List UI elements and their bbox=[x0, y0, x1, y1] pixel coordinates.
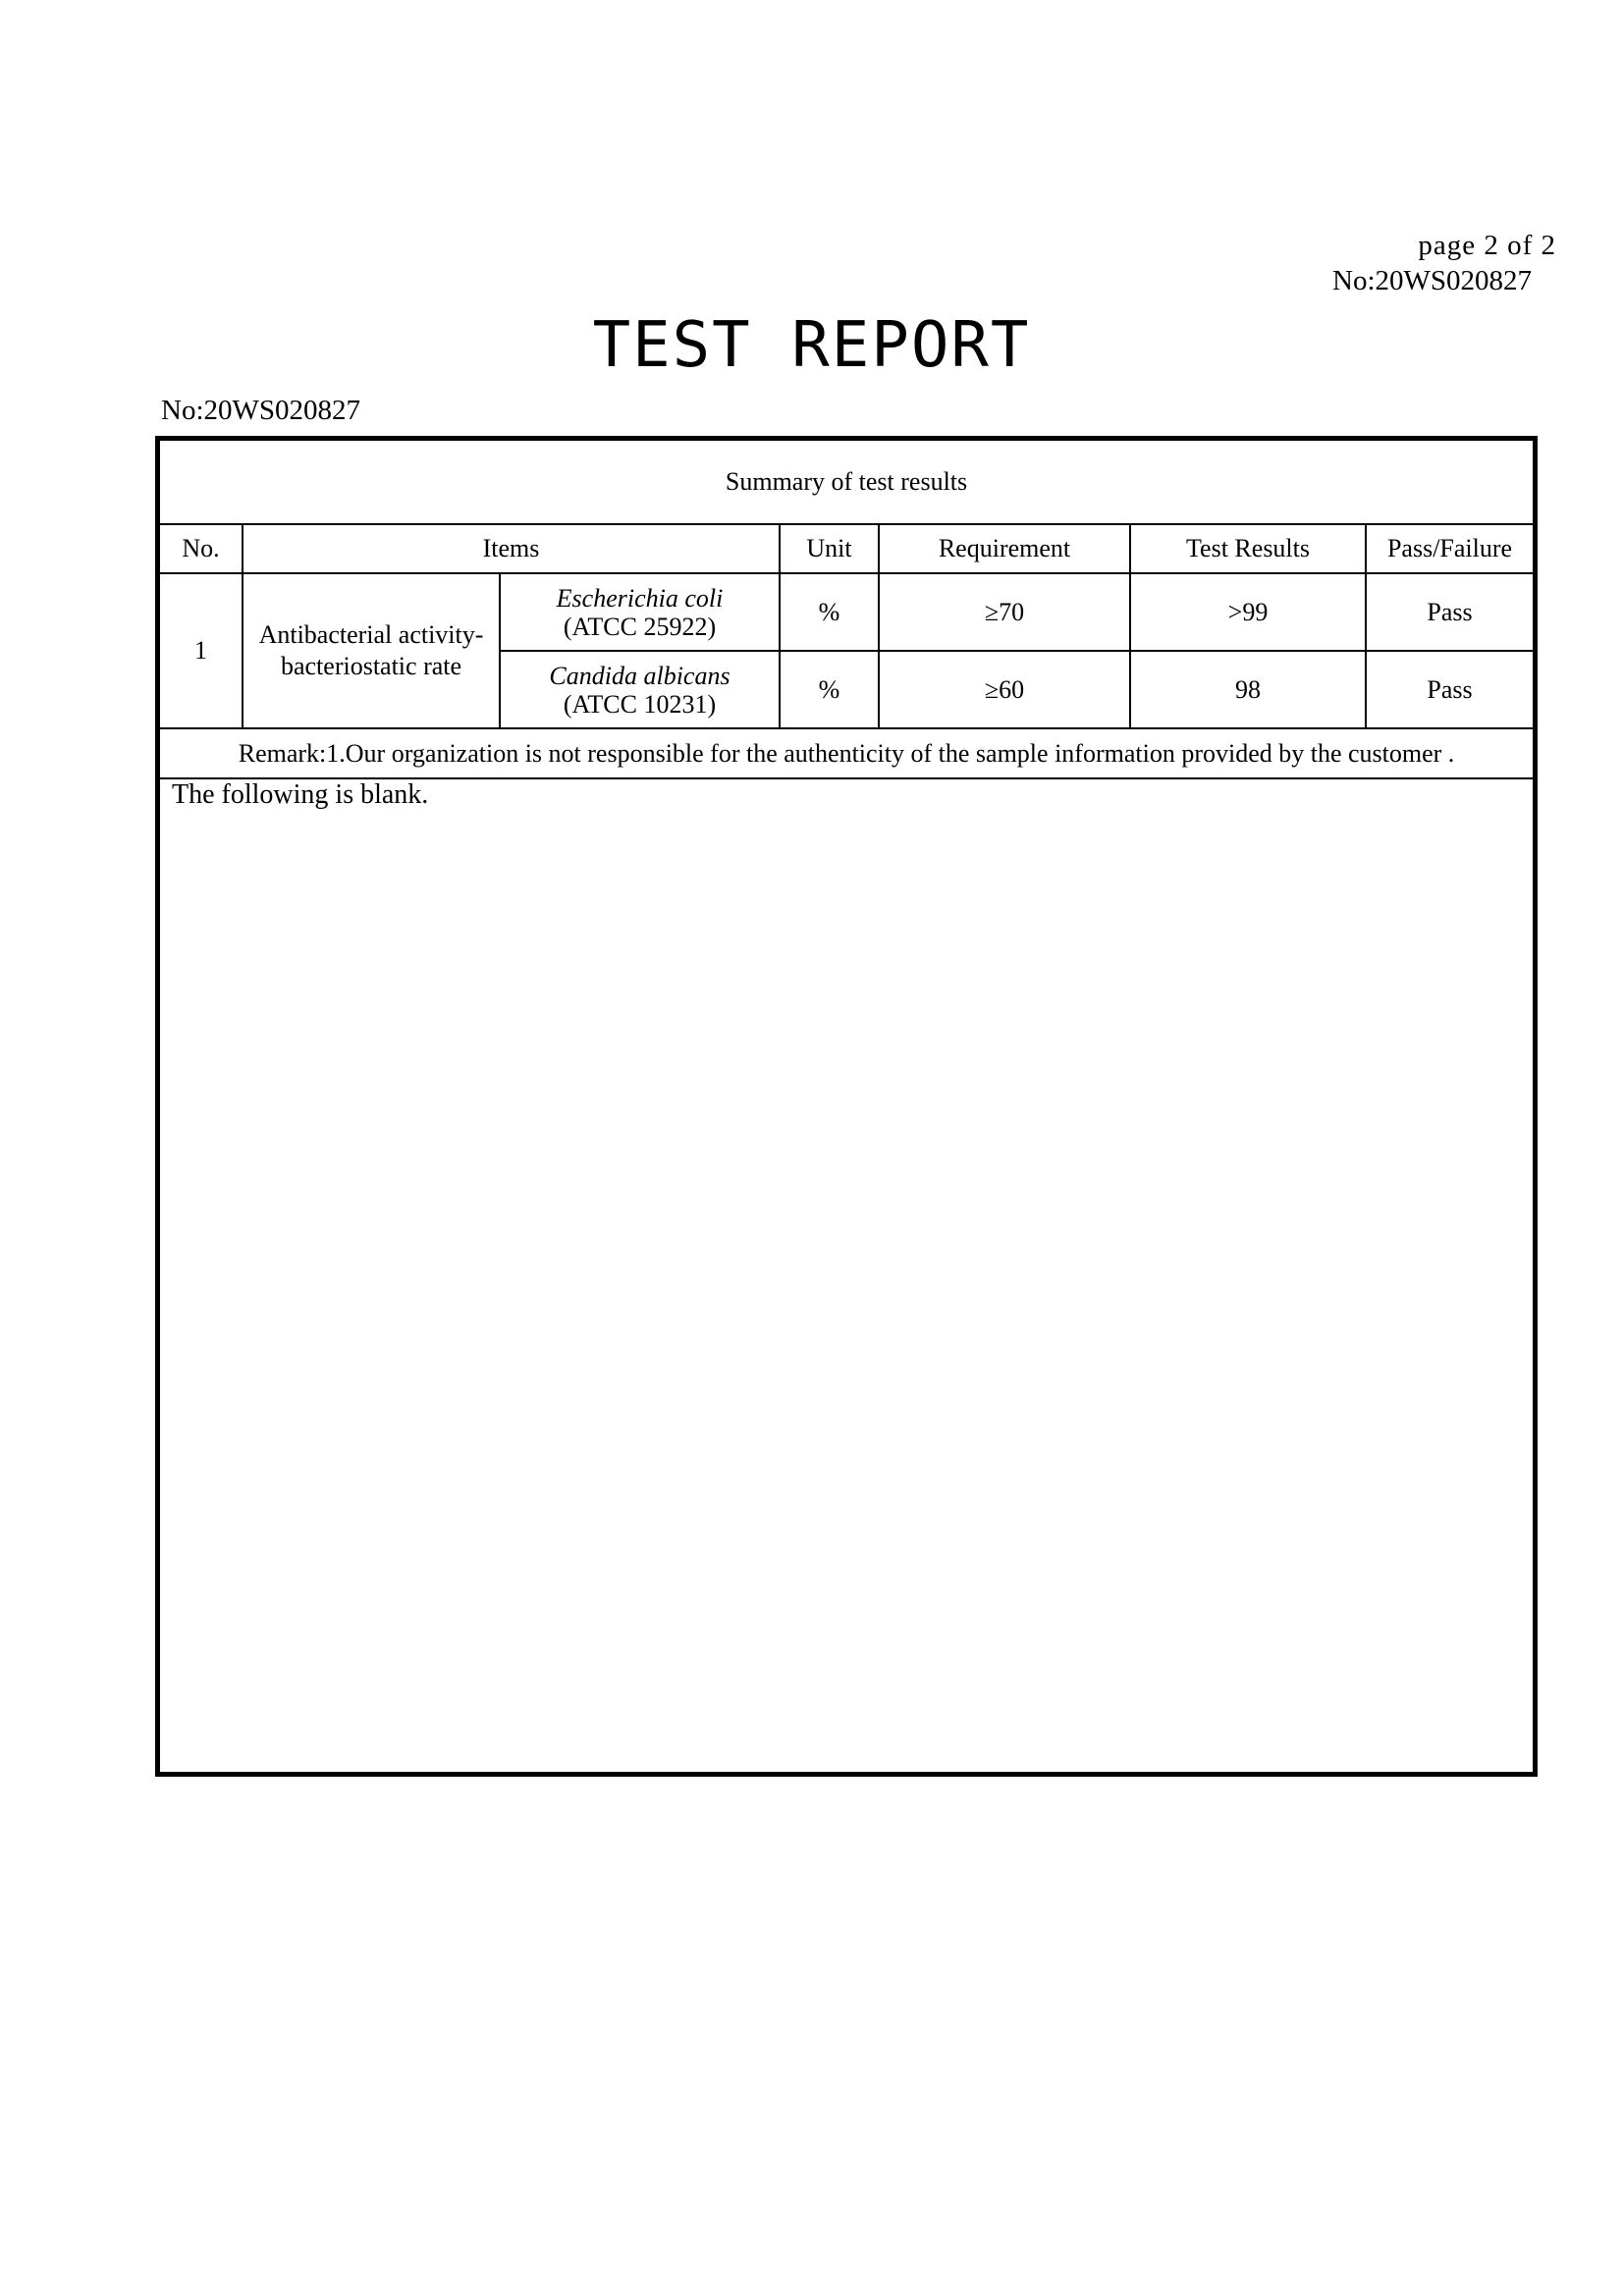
verdict-cell: Pass bbox=[1366, 651, 1533, 728]
item-name bbox=[243, 573, 500, 728]
organism-name: Escherichia coli bbox=[556, 583, 724, 613]
requirement-cell: ≥70 bbox=[879, 573, 1130, 651]
remark-row bbox=[160, 728, 1533, 778]
report-title: TEST REPORT bbox=[592, 309, 1031, 382]
summary-title: Summary of test results bbox=[160, 441, 1533, 524]
col-test-results-header: Test Results bbox=[1130, 524, 1366, 573]
col-pass-failure-header: Pass/Failure bbox=[1366, 524, 1533, 573]
item-name-line2: bacteriostatic rate bbox=[280, 652, 462, 680]
organism-strain: (ATCC 25922) bbox=[563, 612, 717, 641]
following-blank-note: The following is blank. bbox=[172, 779, 429, 810]
requirement-cell: ≥60 bbox=[879, 651, 1130, 728]
col-items-header: Items bbox=[243, 524, 780, 573]
organism-cell bbox=[500, 573, 780, 651]
remark-text: Remark:1.Our organization is not responsible for the authenticity of the sample information provided by the customer . bbox=[160, 728, 1533, 778]
result-cell: 98 bbox=[1130, 651, 1366, 728]
organism-strain: (ATCC 10231) bbox=[563, 689, 717, 719]
col-no-header: No. bbox=[160, 524, 243, 573]
verdict-cell: Pass bbox=[1366, 573, 1533, 651]
report-number-left: No:20WS020827 bbox=[161, 395, 360, 426]
row-number: 1 bbox=[160, 573, 243, 728]
col-unit-header: Unit bbox=[780, 524, 879, 573]
results-box bbox=[155, 436, 1538, 1777]
page-indicator: page 2 of 2 bbox=[1418, 230, 1556, 261]
results-table bbox=[160, 441, 1533, 779]
header-row bbox=[160, 524, 1533, 573]
col-requirement-header: Requirement bbox=[879, 524, 1130, 573]
unit-cell: % bbox=[780, 651, 879, 728]
organism-cell bbox=[500, 651, 780, 728]
item-name-line1: Antibacterial activity- bbox=[258, 620, 484, 649]
summary-row bbox=[160, 441, 1533, 524]
table-row bbox=[160, 573, 1533, 651]
organism-name: Candida albicans bbox=[549, 661, 730, 690]
unit-cell: % bbox=[780, 573, 879, 651]
result-cell: >99 bbox=[1130, 573, 1366, 651]
report-number-top: No:20WS020827 bbox=[1332, 265, 1532, 296]
